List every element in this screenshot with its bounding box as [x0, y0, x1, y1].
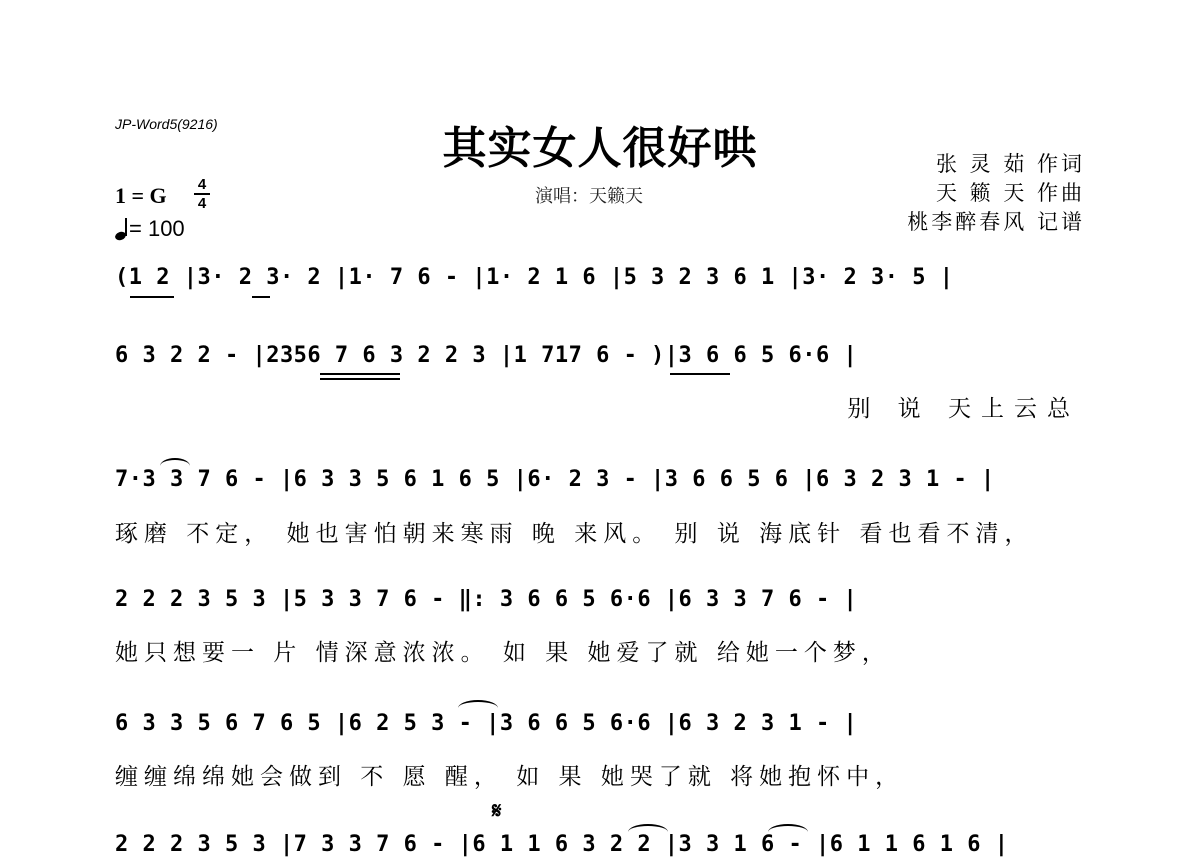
software-label: JP-Word5(9216) [115, 116, 218, 132]
tempo-marking [115, 216, 185, 242]
beam-mark [320, 373, 400, 375]
score-line-6: 2 2 2 3 5 3 |7 3 3 7 6 - |6 1 1 6 3 2 2 |3 3 1 6 - |6 1 1 6 1 6 | [115, 832, 1009, 857]
lyric-line-2: 琢磨 不定， 她也害怕朝来寒雨 晚 来风。 别 说 海底针 看也看不清， [115, 521, 1034, 547]
composer-credit: 天 籁 天 作曲 [935, 181, 1085, 205]
lyric-line-4: 缠缠绵绵她会做到 不 愿 醒， 如 果 她哭了就 将她抱怀中， [115, 764, 905, 790]
time-signature [194, 176, 210, 212]
time-signature-bottom: 4 [197, 195, 207, 212]
lyricist-credit: 张 灵 茹 作词 [935, 152, 1085, 176]
beam-mark [670, 373, 730, 375]
score-line-4: 2 2 2 3 5 3 |5 3 3 7 6 - ‖: 3 6 6 5 6·6 |6 3 3 7 6 - | [115, 587, 858, 612]
beam-mark [320, 378, 400, 380]
score-line-2: 6 3 2 2 - |2356 7 6 3 2 2 3 |1 717 6 - )|3 6 6 5 6·6 | [115, 343, 858, 368]
tie-mark [160, 458, 190, 474]
lyric-line-3: 她只想要一 片 情深意浓浓。 如 果 她爱了就 给她一个梦， [115, 640, 891, 666]
key-signature: 1 = G [115, 183, 167, 208]
time-signature-top: 4 [197, 176, 207, 193]
tie-mark [628, 824, 668, 840]
transcriber-credit: 桃李醉春风 记谱 [907, 210, 1085, 234]
beam-mark [252, 296, 270, 298]
credits-block [907, 150, 1085, 237]
segno-sign: 𝄋 [492, 798, 502, 824]
score-line-5: 6 3 3 5 6 7 6 5 |6 2 5 3 - |3 6 6 5 6·6 |6 3 2 3 1 - | [115, 711, 858, 736]
beam-mark [130, 296, 174, 298]
score-line-1: (1 2 |3· 2 3· 2 |1· 7 6 - |1· 2 1 6 |5 3 2 3 6 1 |3· 2 3· 5 | [115, 265, 954, 290]
lyric-line-1: 别 说 天上云总 [847, 396, 1080, 422]
score-line-3: 7·3 3 7 6 - |6 3 3 5 6 1 6 5 |6· 2 3 - |3 6 6 5 6 |6 3 2 3 1 - | [115, 467, 995, 492]
quarter-note-icon [115, 220, 129, 242]
tie-mark [768, 824, 808, 840]
singer-credit: 演唱：天籁天 [535, 186, 643, 207]
song-title: 其实女人很好哄 [442, 123, 758, 174]
tempo-value: = 100 [129, 216, 185, 241]
tie-mark [458, 700, 498, 716]
